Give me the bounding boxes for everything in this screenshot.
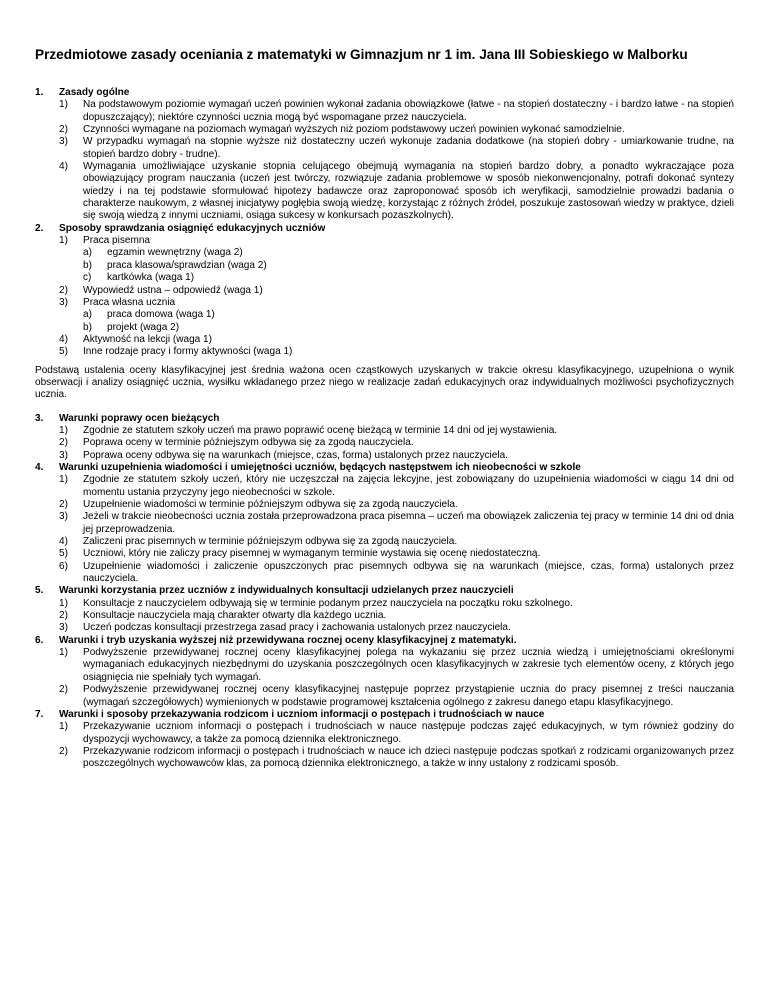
item-text: Podwyższenie przewidywanej rocznej oceny klasyfikacyjnej polega na wykazaniu się przez ucznia wiedzą i umiejętnościami określonymi wymaganiach edukacyjnych niezbędnymi do uzyskania poszczególnych ocen klasyfikacyjnych w zakresie tych elementów oceny, z których jego osiągnięcia nie spełniały tych wymagań. [83, 647, 734, 683]
item-number: 1) [59, 235, 68, 247]
item-number: 4) [59, 161, 68, 173]
list-item [59, 334, 734, 346]
list-item [59, 746, 734, 771]
list-item [59, 561, 734, 586]
summary-paragraph: Podstawą ustalenia oceny klasyfikacyjnej jest średnia ważona ocen cząstkowych uzyskanych w trakcie okresu klasyfikacyjnego, uzupełniona o wynik obserwacji i analizy osiągnięć ucznia, wysiłku wkładanego przez niego w realizacje zadań edukacyjnych oraz indywidualnych możliwości psychofizycznych ucznia. [35, 364, 734, 401]
list-item [59, 474, 734, 499]
sub-item-letter: c) [83, 272, 92, 284]
section-number: 7. [35, 708, 44, 720]
item-text: Inne rodzaje pracy i formy aktywności (waga 1) [83, 346, 293, 358]
list-item [59, 450, 734, 462]
item-number: 1) [59, 721, 68, 733]
item-text: Poprawa oceny w terminie późniejszym odbywa się za zgodą nauczyciela. [83, 437, 414, 449]
section-heading: Warunki uzupełnienia wiadomości i umiejętności uczniów, będących następstwem ich nieobecności w szkole [59, 461, 581, 473]
item-text: Poprawa oceny odbywa się na warunkach (miejsce, czas, forma) ustalonych przez nauczyciela. [83, 449, 508, 461]
item-number: 4) [59, 536, 68, 548]
list-item [59, 235, 734, 284]
sub-item [83, 309, 734, 321]
section-heading: Warunki poprawy ocen bieżących [59, 412, 220, 424]
sub-item-text: kartkówka (waga 1) [107, 272, 195, 284]
item-number: 2) [59, 437, 68, 449]
item-number: 1) [59, 597, 68, 609]
list-item [59, 124, 734, 136]
item-number: 1) [59, 424, 68, 436]
section-heading: Zasady ogólne [59, 87, 130, 98]
item-text: Podwyższenie przewidywanej rocznej oceny klasyfikacyjnej następuje poprzez przystąpienie ucznia do pracy pisemnej z treści nauczania (wymagań szczegółowych) wymienionych w podstawie programowej kształcenia ogólnego z zakresu danego etapu klasyfikacyjnego. [83, 684, 734, 708]
sub-item [83, 272, 734, 284]
document-body [35, 87, 734, 771]
item-text: Zaliczeni prac pisemnych w terminie późniejszym odbywa się za zgodą nauczyciela. [83, 536, 458, 548]
section-5 [35, 585, 734, 634]
item-text: Uzupełnienie wiadomości i zaliczenie opuszczonych prac pisemnych odbywa się na warunkach (miejsce, czas, forma) ustalonych przez nauczyciela. [83, 560, 734, 585]
item-text: Uczeń podczas konsultacji przestrzega zasad pracy i zachowania ustalonych przez nauczyciela. [83, 622, 511, 634]
list-item [59, 297, 734, 334]
item-text: Czynności wymagane na poziomach wymagań wyższych niż poziom podstawowy uczeń powinien wykonać samodzielnie. [83, 124, 625, 136]
item-text: Konsultacje z nauczycielem odbywają się w terminie podanym przez nauczyciela na początku roku szkolnego. [83, 597, 573, 609]
list-item [59, 684, 734, 709]
item-text: Zgodnie ze statutem szkoły uczeń, który nie uczęszczał na zajęcia lekcyjne, jest zobowiązany do uzupełnienia wiadomości w ciągu 14 dni od momentu ustania przyczyny jego nieobecności w szkole. [83, 474, 734, 498]
section-heading: Sposoby sprawdzania osiągnięć edukacyjnych uczniów [59, 222, 326, 234]
list-item [59, 99, 734, 124]
section-heading: Warunki i sposoby przekazywania rodzicom i uczniom informacji o postępach i trudnościach w nauce [59, 708, 545, 720]
list-item [59, 346, 734, 358]
list-item [59, 647, 734, 684]
item-number: 5) [59, 346, 68, 358]
list-item [59, 499, 734, 511]
list-item [59, 721, 734, 746]
item-number: 1) [59, 647, 68, 659]
sub-item-text: projekt (waga 2) [107, 321, 180, 333]
section-number: 4. [35, 461, 44, 473]
item-text: Na podstawowym poziomie wymagań uczeń powinien wykonał zadania obowiązkowe (łatwe - na stopień dostateczny - i bardzo łatwe - na stopień dopuszczający); niektóre czynności ucznia mogą być wspomagane przez nauczyciela. [83, 99, 734, 123]
item-number: 2) [59, 610, 68, 622]
sub-item [83, 247, 734, 259]
item-text: W przypadku wymagań na stopnie wyższe niż dostateczny uczeń wykonuje zadania dodatkowe (na stopień dobry - umiarkowanie trudne, na stopień bardzo dobry - trudne). [83, 136, 734, 160]
list-item [59, 161, 734, 223]
list-item [59, 437, 734, 449]
section-2 [35, 223, 734, 359]
section-1 [35, 87, 734, 223]
item-number: 1) [59, 474, 68, 486]
list-item [59, 622, 734, 634]
list-item [59, 548, 734, 560]
item-number: 2) [59, 684, 68, 696]
item-number: 5) [59, 548, 68, 560]
item-number: 2) [59, 284, 68, 296]
item-text: Wypowiedź ustna – odpowiedź (waga 1) [83, 284, 263, 296]
list-item [59, 136, 734, 161]
document-title: Przedmiotowe zasady oceniania z matematyki w Gimnazjum nr 1 im. Jana III Sobieskiego w Malborku [35, 47, 688, 62]
item-text: Wymagania umożliwiające uzyskanie stopnia celującego obejmują wymagania na stopień bardzo dobry, a ponadto wykraczające poza obowiązujący program nauczania (uczeń jest twórczy, rozwiązuje zadania problemowe w sposób niekonwencjonalny, potrafi dokonać syntezy wiedzy i na tej podstawie sformułować hipotezy badawcze oraz zaproponować sposób ich weryfikacji, samodzielnie prowadzi badania o charakterze naukowym, z własnej inicjatywy pogłębia swoją wiedzę, korzystając z różnych źródeł, poszukuje zastosowań wiedzy w praktyce, dzieli się swoją wiedzą z innymi uczniami, osiąga sukcesy w konkursach pozaszkolnych). [83, 161, 734, 222]
item-number: 4) [59, 333, 68, 345]
list-item [59, 425, 734, 437]
item-number: 3) [59, 296, 68, 308]
list-item [59, 610, 734, 622]
section-7 [35, 709, 734, 771]
item-text: Zgodnie ze statutem szkoły uczeń ma prawo poprawić ocenę bieżącą w terminie 14 dni od jej wystawienia. [83, 424, 558, 436]
item-text: Przekazywanie rodzicom informacji o postępach i trudnościach w nauce ich dzieci następuje podczas spotkań z rodzicami organizowanych przez poszczególnych wychowawców klas, za pomocą dziennika elektronicznego, a także w inny ustalony z rodzicami sposób. [83, 745, 734, 770]
sub-item-text: praca domowa (waga 1) [107, 309, 215, 321]
section-number: 1. [35, 87, 44, 98]
item-text: Praca pisemna [83, 235, 151, 247]
item-number: 2) [59, 124, 68, 136]
item-number: 2) [59, 499, 68, 510]
section-number: 5. [35, 585, 44, 597]
item-number: 2) [59, 745, 68, 757]
item-text: Uczniowi, który nie zaliczy pracy pisemnej w wymaganym terminie wystawia się ocenę niedostateczną. [83, 548, 541, 560]
item-text: Aktywność na lekcji (waga 1) [83, 333, 212, 345]
section-4 [35, 462, 734, 585]
list-item [59, 511, 734, 536]
item-text: Przekazywanie uczniom informacji o postępach i trudnościach w nauce następuje podczas zajęć edukacyjnych, w tym również godziny do dyspozycji wychowawcy, a także za pomocą dziennika elektronicznego. [83, 721, 734, 745]
section-heading: Warunki i tryb uzyskania wyższej niż przewidywana rocznej oceny klasyfikacyjnej z matematyki. [59, 634, 517, 646]
item-number: 6) [59, 560, 68, 572]
sub-item-text: egzamin wewnętrzny (waga 2) [107, 247, 243, 259]
list-item [59, 536, 734, 548]
item-text: Praca własna ucznia [83, 296, 176, 308]
section-6 [35, 635, 734, 709]
section-number: 6. [35, 634, 44, 646]
sub-item [83, 260, 734, 272]
sub-item-letter: a) [83, 247, 92, 259]
item-text: Jeżeli w trakcie nieobecności ucznia została przeprowadzona praca pisemna – uczeń ma obowiązek zaliczenia tej pracy w terminie 14 dni od dnia jej przeprowadzenia. [83, 511, 734, 535]
item-text: Uzupełnienie wiadomości w terminie późniejszym odbywa się za zgodą nauczyciela. [83, 499, 458, 510]
sub-item-text: praca klasowa/sprawdzian (waga 2) [107, 259, 267, 271]
item-number: 1) [59, 99, 68, 111]
sub-item [83, 322, 734, 334]
section-number: 3. [35, 412, 44, 424]
section-number: 2. [35, 222, 44, 234]
item-number: 3) [59, 136, 68, 148]
section-heading: Warunki korzystania przez uczniów z indywidualnych konsultacji udzielanych przez nauczycieli [59, 585, 514, 597]
list-item [59, 598, 734, 610]
item-number: 3) [59, 511, 68, 523]
sub-item-letter: b) [83, 321, 92, 333]
section-3 [35, 413, 734, 462]
list-item [59, 285, 734, 297]
item-number: 3) [59, 622, 68, 634]
sub-item-letter: a) [83, 309, 92, 321]
item-text: Konsultacje nauczyciela mają charakter otwarty dla każdego ucznia. [83, 610, 387, 622]
item-number: 3) [59, 449, 68, 461]
sub-item-letter: b) [83, 259, 92, 271]
